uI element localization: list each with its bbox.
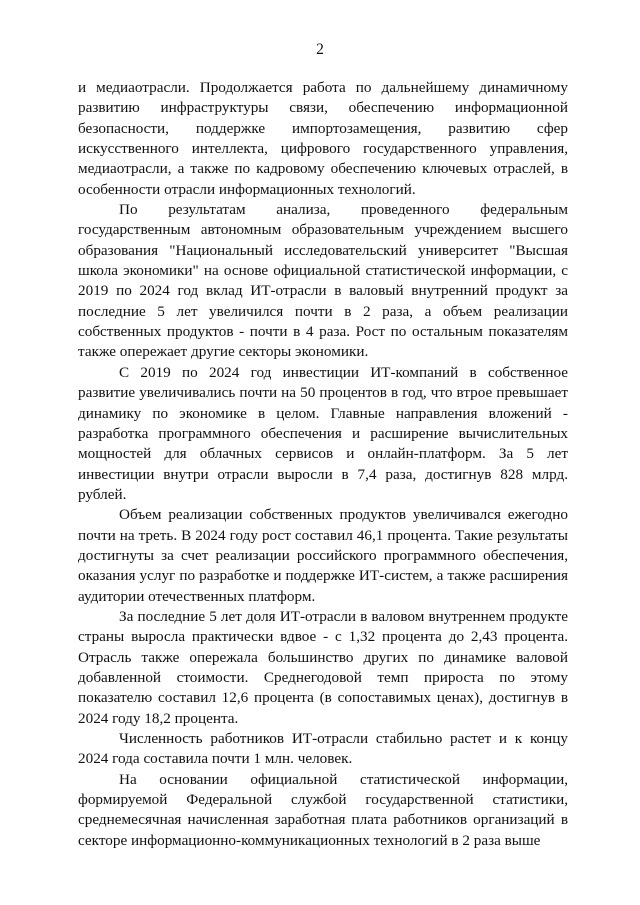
paragraph-salary: На основании официальной статистической информации, формируемой Федеральной службой государственной статистики, среднемесячная начисленная заработная плата работников организаций в секторе информационно-коммуникационных технологий в 2 раза выше <box>78 770 568 849</box>
paragraph-investments: С 2019 по 2024 год инвестиции ИТ-компаний в собственное развитие увеличивались почти на 50 процентов в год, что втрое превышает динамику по экономике в целом. Главные направления вложений - разработка программного обеспечения и расширение вычислительных мощностей для облачных сервисов и онлайн-платформ. За 5 лет инвестиции внутри отрасли выросли в 7,4 раза, достигнув 828 млрд. рублей. <box>78 363 568 503</box>
paragraph-hse-analysis: По результатам анализа, проведенного федеральным государственным автономным образовательным учреждением высшего образования "Национальный исследовательский университет "Высшая школа экономики" на основе официальной статистической информации, с 2019 по 2024 год вклад ИТ-отрасли в валовый внутренний продукт за последние 5 лет увеличился почти в 2 раза, а объем реализации собственных продуктов - почти в 4 раза. Рост по остальным показателям также опережает другие секторы экономики. <box>78 201 568 361</box>
paragraph-gdp-share: За последние 5 лет доля ИТ-отрасли в валовом внутреннем продукте страны выросла практически вдвое - с 1,32 процента до 2,43 процента. Отрасль также опережала большинство других по динамике валовой добавленной стоимости. Среднегодовой темп прироста по этому показателю составил 12,6 процента (в сопоставимых ценах), достигнув в 2024 году 18,2 процента. <box>78 607 568 727</box>
page-number: 2 <box>316 41 324 58</box>
document-body <box>78 78 568 851</box>
paragraph-continuation: и медиаотрасли. Продолжается работа по дальнейшему динамичному развитию инфраструктуры связи, обеспечению информационной безопасности, поддержке импортозамещения, развитию сфер искусственного интеллекта, цифрового государственного управления, медиаотрасли, а также по кадровому обеспечению ключевых отраслей, в особенности отрасли информационных технологий. <box>78 79 568 198</box>
paragraph-sales-volume: Объем реализации собственных продуктов увеличивался ежегодно почти на треть. В 2024 году рост составил 46,1 процента. Такие результаты достигнуты за счет реализации российского программного обеспечения, оказания услуг по разработке и поддержке ИТ-систем, а также расширения аудитории отечественных платформ. <box>78 506 568 605</box>
paragraph-workforce: Численность работников ИТ-отрасли стабильно растет и к концу 2024 года составила почти 1 млн. человек. <box>78 730 568 768</box>
